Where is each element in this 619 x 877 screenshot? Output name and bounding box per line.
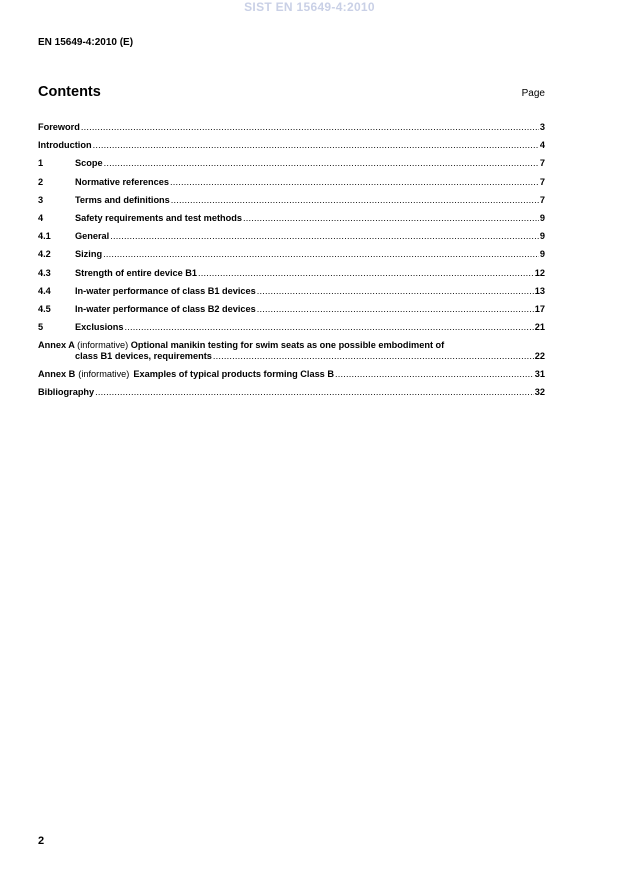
toc-entry-page: 21 [534, 322, 545, 333]
toc-entry-title: Introduction [38, 140, 92, 151]
toc-entry-in-water-b1[interactable] [38, 286, 545, 304]
dot-leader [125, 322, 534, 333]
toc-entry-page: 4 [539, 140, 545, 151]
toc-entry-title: Safety requirements and test methods [75, 212, 242, 223]
toc-entry-title: Bibliography [38, 387, 95, 398]
document-id: EN 15649-4:2010 (E) [38, 37, 134, 48]
toc-entry-page: 7 [539, 176, 545, 187]
annex-label: Annex B [38, 369, 76, 380]
toc-entry-in-water-b2[interactable] [38, 304, 545, 322]
toc-entry-title: Terms and definitions [75, 194, 170, 205]
page-column-label: Page [521, 88, 545, 99]
dot-leader [198, 268, 534, 279]
toc-entry-page: 3 [539, 122, 545, 132]
toc-entry-introduction[interactable] [38, 140, 545, 158]
toc-entry-title: Sizing [75, 249, 103, 260]
toc-entry-page: 9 [539, 249, 545, 260]
toc-entry-bibliography[interactable] [38, 387, 545, 405]
toc-entry-title: In-water performance of class B2 devices [75, 303, 256, 314]
annex-title-line1: Optional manikin testing for swim seats as one possible embodiment of [130, 340, 445, 351]
toc-entry-page: 9 [539, 212, 545, 223]
toc-entry-number: 4.5 [38, 303, 51, 314]
toc-entry-title: Scope [75, 158, 103, 169]
dot-leader [257, 286, 534, 297]
toc-entry-terms-and-definitions[interactable] [38, 195, 545, 213]
dot-leader [213, 351, 534, 362]
toc-entry-general[interactable] [38, 231, 545, 249]
toc-entry-normative-references[interactable] [38, 177, 545, 195]
dot-leader [95, 387, 534, 398]
toc-entry-annex-b[interactable] [38, 369, 545, 387]
toc-entry-page: 7 [539, 158, 545, 169]
dot-leader [257, 304, 534, 315]
annex-title-line2: class B1 devices, requirements [75, 351, 212, 362]
toc-entry-number: 3 [38, 194, 44, 205]
dot-leader [335, 369, 534, 380]
dot-leader [243, 213, 539, 224]
watermark: SIST EN 15649-4:2010 [244, 0, 375, 14]
toc-entry-page: 17 [534, 303, 545, 314]
toc-entry-page: 9 [539, 231, 545, 242]
toc-entry-number: 4.2 [38, 249, 51, 260]
toc-entry-number: 4 [38, 212, 44, 223]
toc-entry-sizing[interactable] [38, 249, 545, 267]
toc-entry-title: In-water performance of class B1 devices [75, 285, 256, 296]
dot-leader [103, 249, 539, 260]
dot-leader [81, 122, 539, 133]
toc-entry-number: 4.1 [38, 231, 51, 242]
page-number: 2 [38, 835, 45, 847]
toc-entry-page: 32 [534, 387, 545, 398]
annex-title: Examples of typical products forming Class B [133, 369, 334, 380]
toc-entry-title: Foreword [38, 122, 80, 132]
toc-entry-annex-a[interactable] [38, 340, 545, 362]
toc-entry-safety-requirements[interactable] [38, 213, 545, 231]
toc-entry-number: 4.4 [38, 285, 51, 296]
toc-entry-scope[interactable] [38, 158, 545, 176]
toc-entry-foreword[interactable] [38, 122, 545, 140]
toc-entry-title: Normative references [75, 176, 169, 187]
toc-entry-exclusions[interactable] [38, 322, 545, 340]
contents-title: Contents [38, 84, 101, 100]
toc-entry-title: Strength of entire device B1 [75, 267, 198, 278]
annex-label: Annex A [38, 340, 75, 351]
toc-entry-page: 31 [534, 369, 545, 380]
toc-entry-number: 4.3 [38, 267, 51, 278]
toc-entry-title: Exclusions [75, 322, 124, 333]
dot-leader [110, 231, 539, 242]
toc-entry-number: 1 [38, 158, 44, 169]
dot-leader [93, 140, 539, 151]
toc-entry-page: 7 [539, 194, 545, 205]
dot-leader [170, 177, 539, 188]
table-of-contents [38, 122, 545, 406]
toc-entry-page: 12 [534, 267, 545, 278]
dot-leader [104, 158, 539, 169]
toc-entry-strength[interactable] [38, 268, 545, 286]
toc-entry-title: General [75, 231, 110, 242]
dot-leader [171, 195, 539, 206]
annex-type: (informative) [77, 340, 129, 351]
annex-type: (informative) [78, 369, 130, 380]
toc-entry-number: 5 [38, 322, 44, 333]
toc-entry-page: 22 [534, 351, 545, 362]
toc-entry-page: 13 [534, 285, 545, 296]
toc-entry-number: 2 [38, 176, 44, 187]
